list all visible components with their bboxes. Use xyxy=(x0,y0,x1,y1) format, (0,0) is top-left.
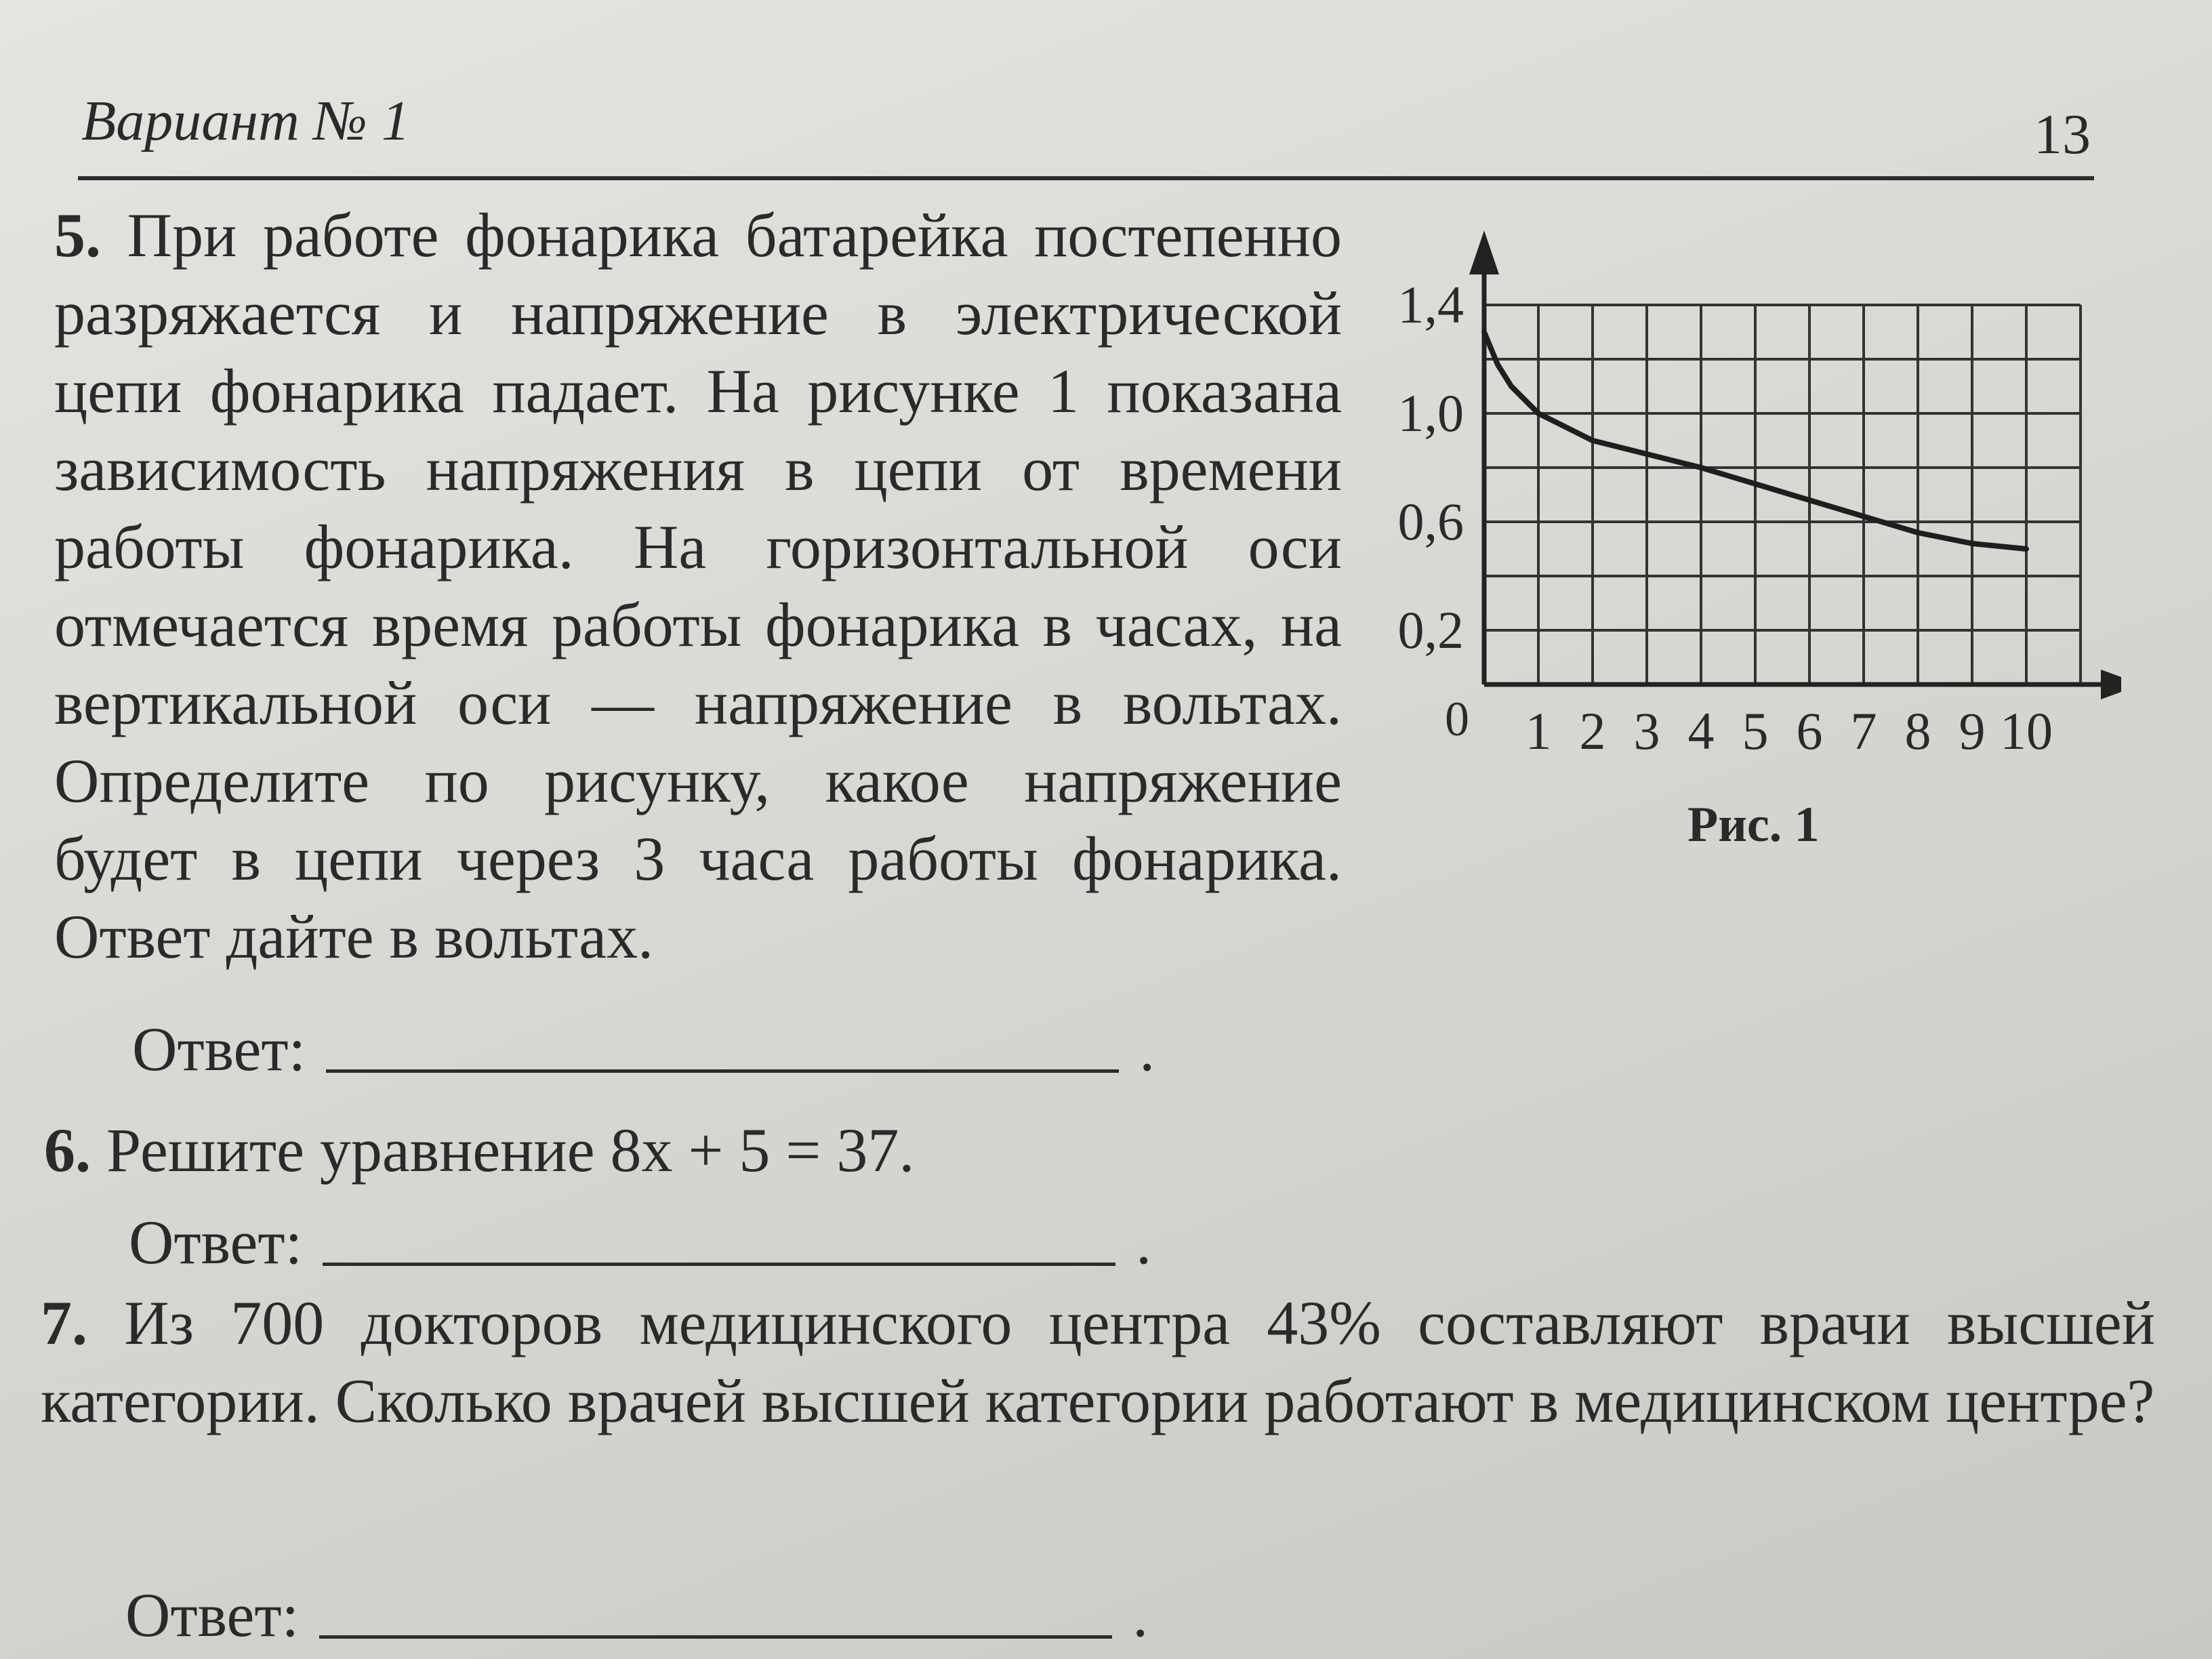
x-axis-arrow xyxy=(2101,670,2121,699)
variant-title: Вариант № 1 xyxy=(81,89,410,152)
task-5-answer-field[interactable] xyxy=(326,1069,1119,1073)
task-7 xyxy=(41,1284,2155,1440)
task-6-answer-label: Ответ: xyxy=(129,1208,303,1277)
x-tick-label: 6 xyxy=(1796,701,1823,760)
x-tick-label: 3 xyxy=(1633,701,1660,760)
task-6-text: Решите уравнение 8x + 5 = 37. xyxy=(106,1115,915,1185)
y-tick-label: 0,6 xyxy=(1397,492,1464,551)
figure-caption: Рис. 1 xyxy=(1687,797,1820,853)
x-tick-label: 1 xyxy=(1525,701,1552,760)
y-tick-label: 0,2 xyxy=(1397,600,1464,659)
x-tick-label: 10 xyxy=(2000,701,2053,760)
y-tick-label: 1,0 xyxy=(1397,384,1464,443)
y-axis-arrow xyxy=(1469,230,1499,274)
task-5 xyxy=(54,197,1342,976)
origin-label: 0 xyxy=(1445,692,1469,746)
task-6-answer-dot: . xyxy=(1136,1208,1152,1277)
task-7-answer-field[interactable] xyxy=(319,1635,1112,1639)
task-6-answer-field[interactable] xyxy=(323,1263,1115,1266)
task-7-answer-dot: . xyxy=(1132,1580,1149,1650)
task-5-answer-label: Ответ: xyxy=(132,1015,306,1084)
task-7-number: 7. xyxy=(41,1288,87,1357)
page-header xyxy=(78,81,2094,180)
task-7-answer xyxy=(125,1579,1148,1651)
x-tick-label: 8 xyxy=(1904,701,1931,760)
x-tick-label: 4 xyxy=(1687,701,1715,760)
figure-1 xyxy=(1362,217,2121,861)
task-7-answer-label: Ответ: xyxy=(125,1580,300,1650)
y-tick-label: 1,4 xyxy=(1397,275,1464,334)
task-6-number: 6. xyxy=(44,1115,91,1185)
task-5-text: При работе фонарика батарейка постепенно разряжается и напряжение в электрической цепи фонарика падает. На рисунке 1 показана зависимость напряжения в цепи от времени работы фонарика. На горизонтальной оси отмечается время работы фонарика в часах, на вертикальной оси — напряжение в вольтах. Определите по рисунку, какое напряжение будет в цепи через 3 часа работы фонарика. Ответ дайте в вольтах. xyxy=(54,201,1343,971)
x-tick-label: 9 xyxy=(1959,701,1986,760)
task-5-answer xyxy=(132,1013,1155,1085)
x-tick-label: 7 xyxy=(1850,701,1877,760)
x-tick-label: 5 xyxy=(1742,701,1769,760)
task-7-text: Из 700 докторов медицинского центра 43% составляют врачи высшей категории. Сколько врачей высшей категории работают в медицинском центре? xyxy=(41,1288,2155,1435)
page-number: 13 xyxy=(2034,103,2091,166)
task-5-answer-dot: . xyxy=(1139,1015,1155,1084)
task-5-number: 5. xyxy=(54,201,101,270)
x-tick-label: 2 xyxy=(1579,701,1606,760)
task-6-answer xyxy=(129,1206,1151,1278)
task-6 xyxy=(44,1111,914,1189)
voltage-time-chart xyxy=(1362,217,2121,861)
